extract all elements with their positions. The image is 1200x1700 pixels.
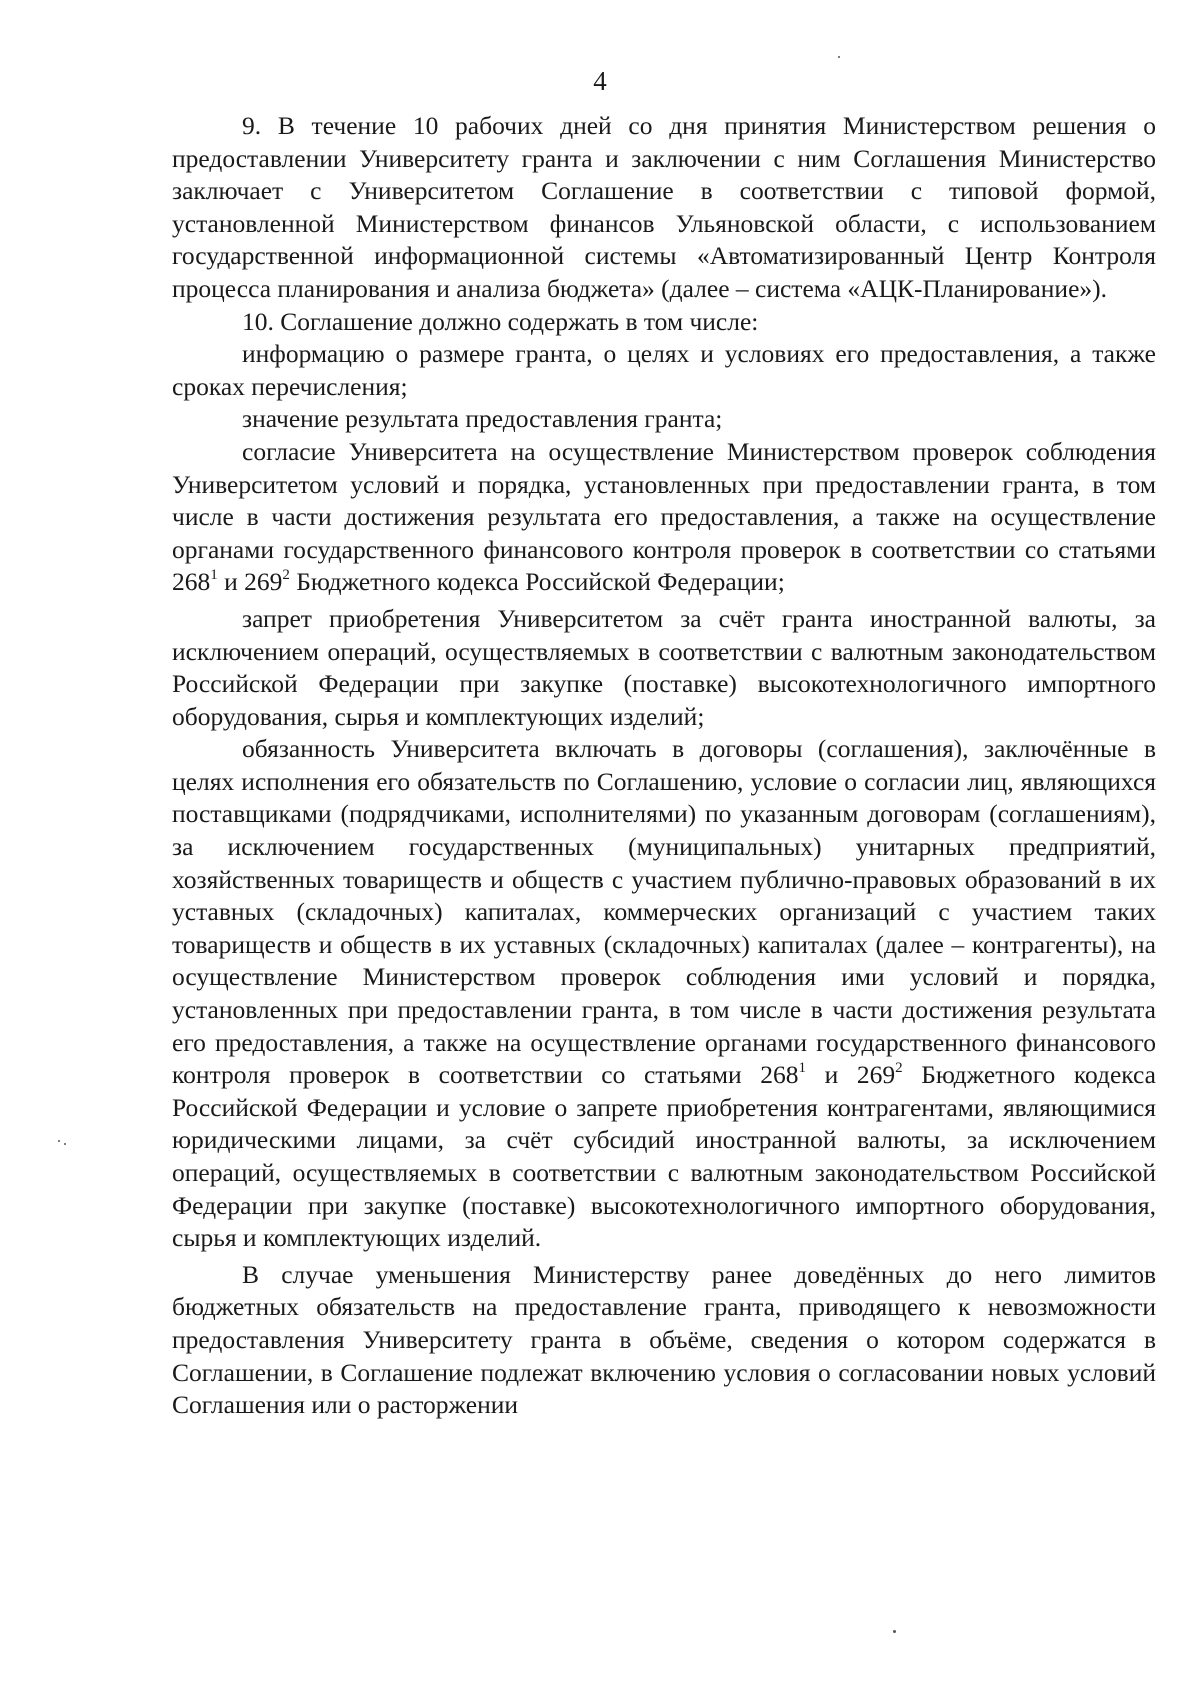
paragraph-university-obligation (172, 733, 1156, 1255)
paragraph-item-10: 10. Соглашение должно содержать в том числе: (242, 306, 759, 336)
superscript-268: 1 (210, 567, 218, 584)
paragraph-limit-reduction: В случае уменьшения Министерству ранее доведённых до него лимитов бюджетных обязательств на предоставление гранта, приводящего к невозможности предоставления Университету гранта в объёме, сведения о котором содержатся в Соглашении, в Соглашение подлежат включению условия о согласовании новых условий Соглашения или о расторжении (172, 1259, 1156, 1420)
superscript-269: 2 (895, 1060, 903, 1077)
document-body (172, 110, 1156, 1422)
obligation-text-part3: Бюджетного кодекса Российской Федерации и условие о запрете приобретения контрагентами, являющимися юридическими лицами, за счёт субсидий иностранной валюты, за исключением операций, осуществляемых в соответствии с валютным законодательством Российской Федерации при закупке (поставке) высокотехнологичного импортного оборудования, сырья и комплектующих изделий. (172, 1060, 1156, 1253)
consent-text-part2: и 269 (217, 567, 283, 597)
obligation-text-part2: и 269 (806, 1060, 896, 1090)
page-number: 4 (593, 66, 607, 96)
superscript-269: 2 (282, 567, 290, 584)
scan-speck (58, 1140, 60, 1142)
consent-text-part3: Бюджетного кодекса Российской Федерации; (289, 567, 785, 597)
obligation-text-part1: обязанность Университета включать в договоры (соглашения), заключённые в целях исполнения его обязательств по Соглашению, условие о согласии лиц, являющихся поставщиками (подрядчиками, исполнителями) по указанным договорам (соглашениям), за исключением государственных (муниципальных) унитарных предприятий, хозяйственных товариществ и обществ с участием публично-правовых образований в их уставных (складочных) капиталах, коммерческих организаций с участием таких товариществ и обществ в их уставных (складочных) капиталах (далее – контрагенты), на осуществление Министерством проверок соблюдения ими условий и порядка, установленных при предоставлении гранта, в том числе в части достижения результата его предоставления, а также на осуществление органами государственного финансового контроля проверок в соответствии со статьями 268 (172, 734, 1156, 1090)
superscript-268: 1 (798, 1060, 807, 1077)
scan-speck (64, 1143, 66, 1145)
scan-speck (838, 56, 840, 58)
consent-text-part1: согласие Университета на осуществление Министерством проверок соблюдения Университетом условий и порядка, установленных при предоставлении гранта, в том числе в части достижения результата его предоставления, а также на осуществление органами государственного финансового контроля проверок в соответствии со статьями 268 (172, 436, 1156, 597)
paragraph-grant-info: информацию о размере гранта, о целях и условиях его предоставления, а также сроках перечисления; (172, 339, 1156, 401)
paragraph-university-consent (172, 436, 1156, 599)
paragraph-result-value: значение результата предоставления гранта; (242, 404, 723, 434)
paragraph-currency-prohibition: запрет приобретения Университетом за счёт гранта иностранной валюты, за исключением операций, осуществляемых в соответствии с валютным законодательством Российской Федерации при закупке (поставке) высокотехнологичного импортного оборудования, сырья и комплектующих изделий; (172, 603, 1156, 731)
paragraph-item-9: 9. В течение 10 рабочих дней со дня принятия Министерством решения о предоставлении Университету гранта и заключении с ним Соглашения Министерство заключает с Университетом Соглашение в соответствии с типовой формой, установленной Министерством финансов Ульяновской области, с использованием государственной информационной системы «Автоматизированный Центр Контроля процесса планирования и анализа бюджета» (далее – система «АЦК-Планирование»). (172, 111, 1156, 303)
scan-speck (893, 1630, 896, 1633)
